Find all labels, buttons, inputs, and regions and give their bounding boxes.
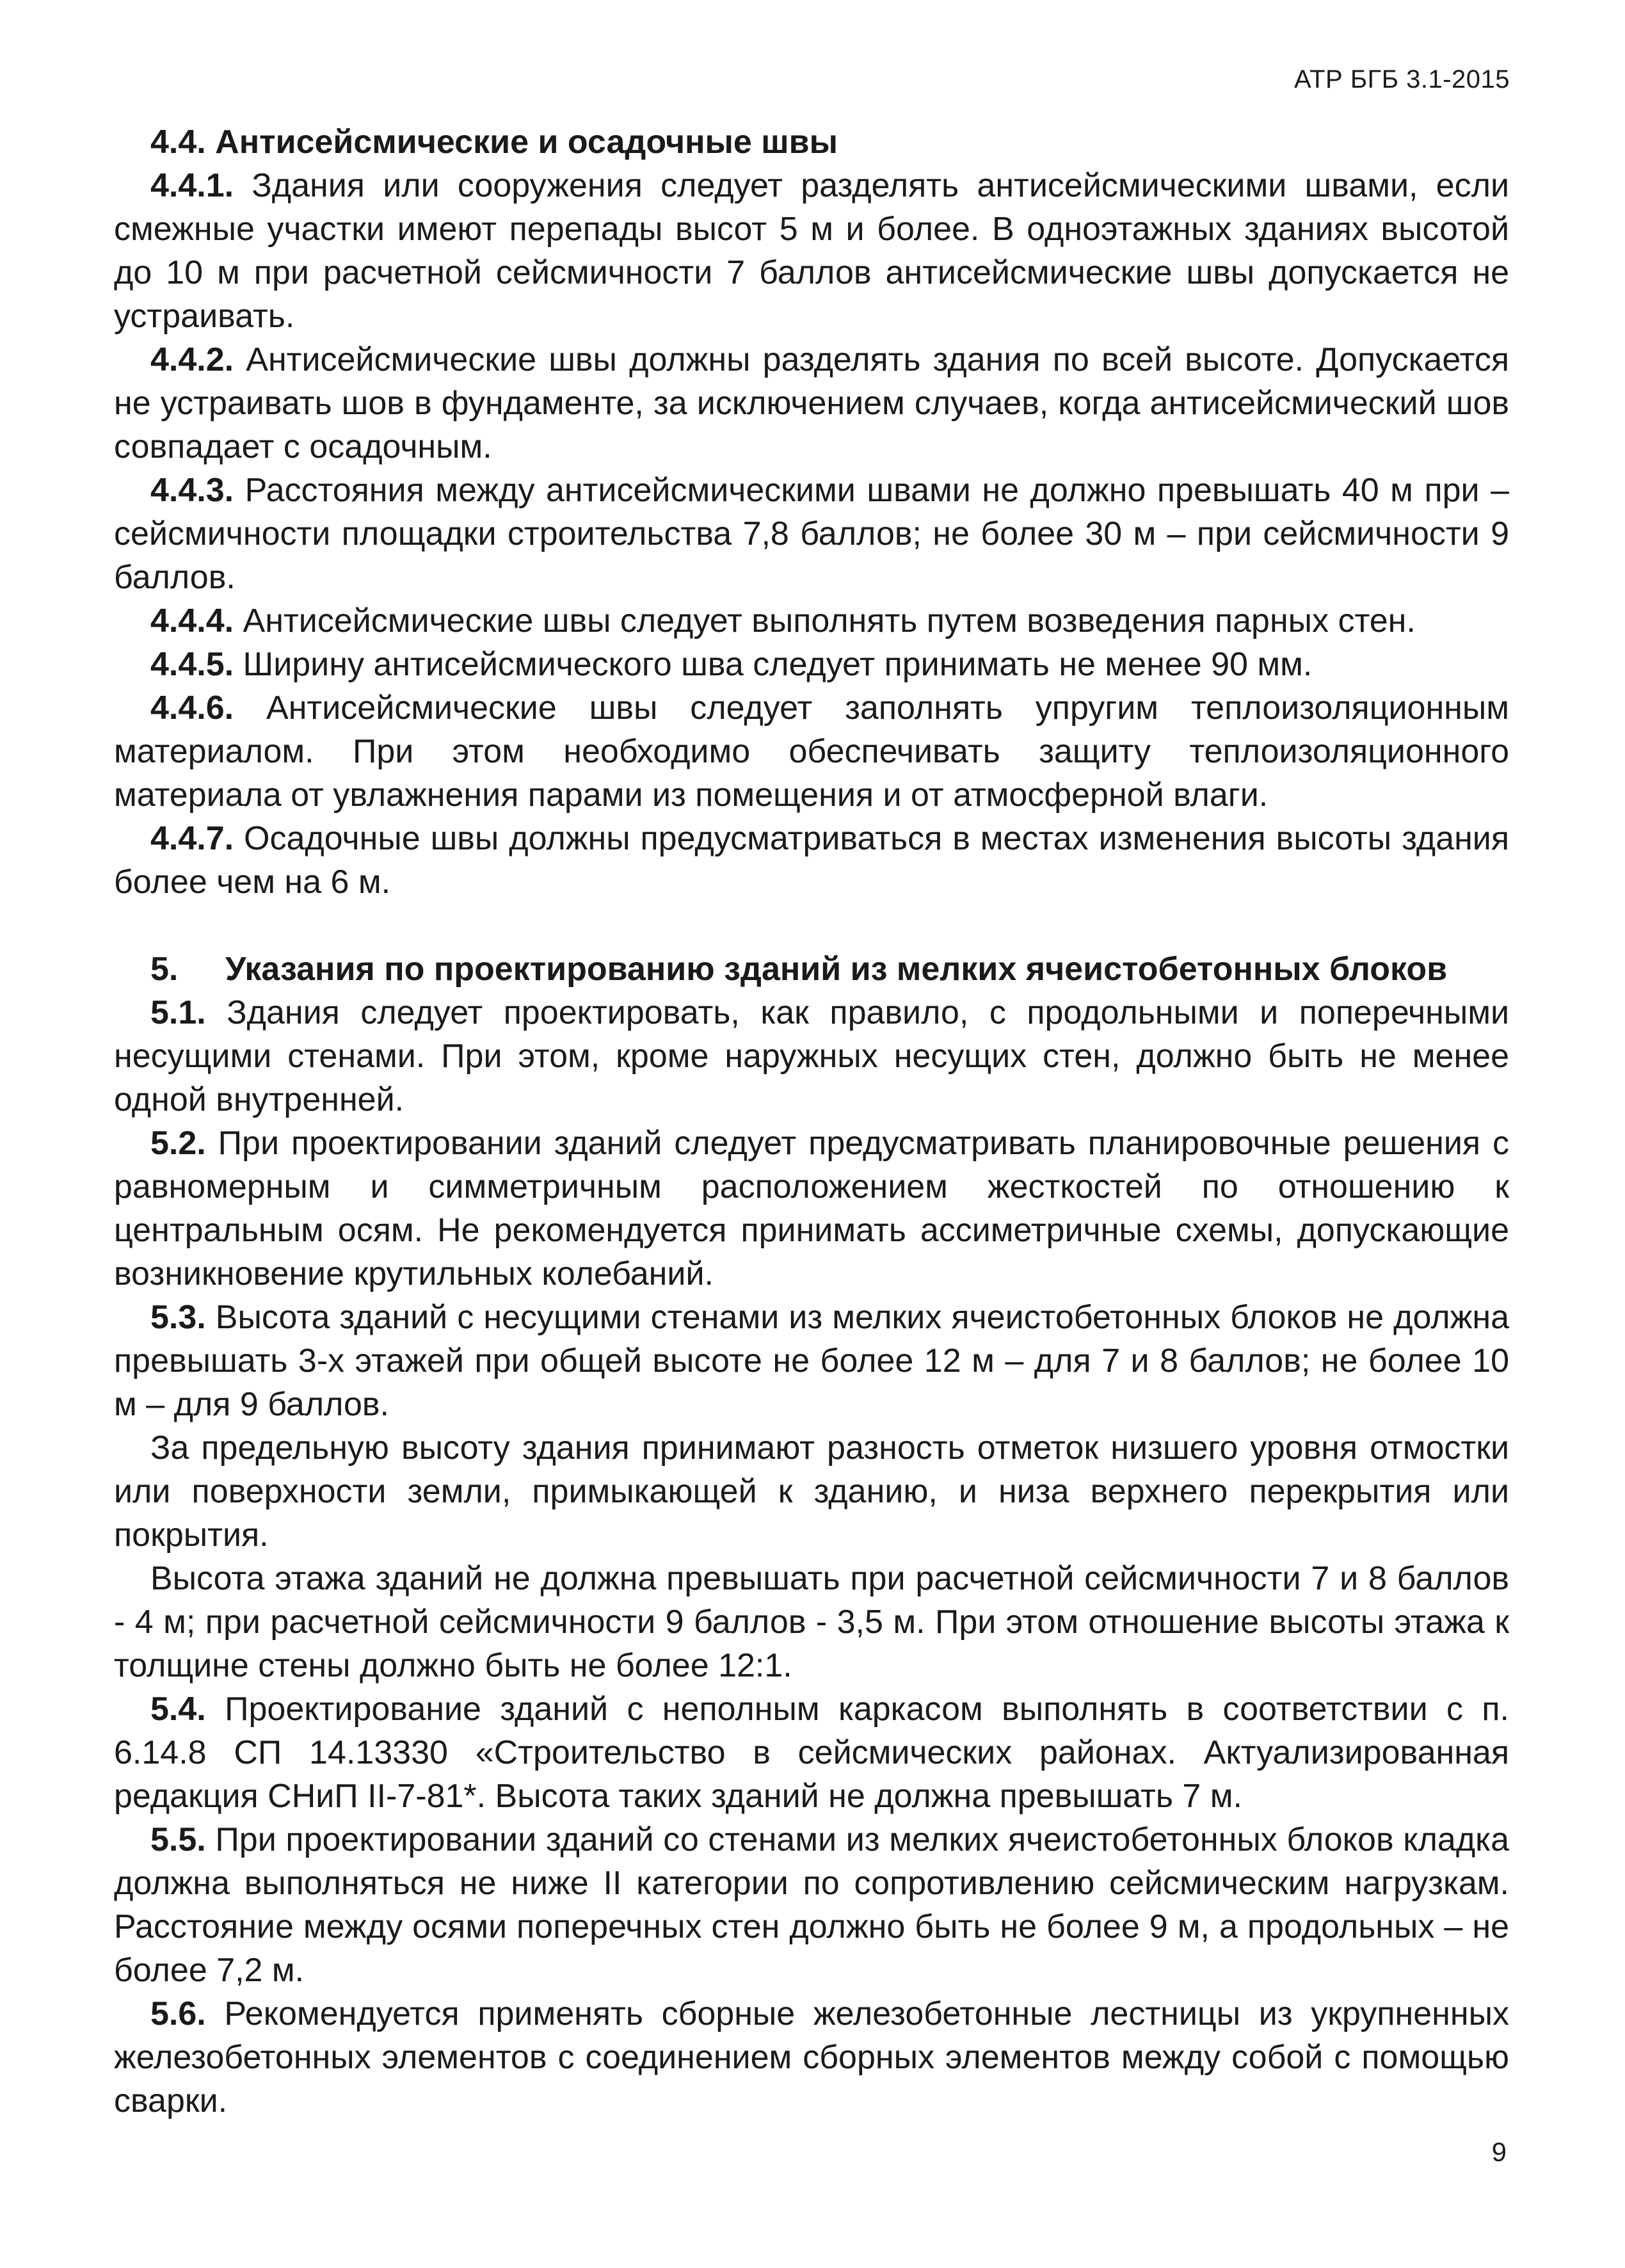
- paragraph-5-2: [114, 1122, 1509, 1296]
- section-5-heading: [114, 947, 1509, 991]
- item-number: 5.2.: [150, 1125, 206, 1162]
- paragraph-5-6: [114, 1992, 1509, 2123]
- paragraph-text: Осадочные швы должны предусматриваться в местах изменения высоты здания более чем на 6 м.: [114, 820, 1509, 901]
- document-code-header: АТР БГБ 3.1-2015: [1294, 65, 1510, 93]
- paragraph-text: Ширину антисейсмического шва следует принимать не менее 90 мм.: [234, 646, 1313, 683]
- paragraph-text: Рекомендуется применять сборные железобетонные лестницы из укрупненных железобетонных элементов с соединением сборных элементов между собой с помощью сварки.: [114, 1995, 1509, 2119]
- paragraph-4-4-5: [114, 643, 1509, 686]
- paragraph-text: Расстояния между антисейсмическими швами не должно превышать 40 м при – сейсмичности площадки строительства 7,8 баллов; не более 30 м – при сейсмичности 9 баллов.: [114, 472, 1509, 596]
- item-number: 4.4.3.: [150, 472, 234, 509]
- item-number: 4.4.1.: [150, 167, 234, 204]
- section-4-4-heading: 4.4. Антисейсмические и осадочные швы: [150, 124, 838, 161]
- item-number: 5.6.: [150, 1995, 206, 2032]
- paragraph-4-4-3: [114, 469, 1509, 599]
- section-number: 5.: [150, 951, 179, 988]
- paragraph-4-4-4: [114, 599, 1509, 643]
- paragraph-text: Проектирование зданий с неполным каркасом выполнять в соответствии с п. 6.14.8 СП 14.13330 «Строительство в сейсмических районах. Актуализированная редакция СНиП II-7-81*. Высота таких зданий не должна превышать 7 м.: [114, 1691, 1509, 1815]
- item-number: 4.4.7.: [150, 820, 234, 857]
- paragraph-4-4-1: [114, 164, 1509, 338]
- paragraph-4-4-7: [114, 817, 1509, 904]
- paragraph-text: При проектировании зданий со стенами из мелких ячеистобетонных блоков кладка должна выполняться не ниже II категории по сопротивлению сейсмическим нагрузкам. Расстояние между осями поперечных стен должно быть не более 9 м, а продольных – не более 7,2 м.: [114, 1821, 1509, 1989]
- paragraph-5-3: [114, 1296, 1509, 1426]
- item-number: 4.4.5.: [150, 646, 234, 683]
- paragraph-text: Высота зданий с несущими стенами из мелких ячеистобетонных блоков не должна превышать 3-х этажей при общей высоте не более 12 м – для 7 и 8 баллов; не более 10 м – для 9 баллов.: [114, 1299, 1509, 1423]
- paragraph-text: Антисейсмические швы следует выполнять путем возведения парных стен.: [234, 602, 1416, 639]
- paragraph-text: Здания или сооружения следует разделять антисейсмическими швами, если смежные участки имеют перепады высот 5 м и более. В одноэтажных зданиях высотой до 10 м при расчетной сейсмичности 7 баллов антисейсмические швы допускается не устраивать.: [114, 167, 1509, 335]
- paragraph-4-4-2: [114, 338, 1509, 469]
- paragraph-5-3-floor-height: Высота этажа зданий не должна превышать при расчетной сейсмичности 7 и 8 баллов - 4 м; при расчетной сейсмичности 9 баллов - 3,5 м. При этом отношение высоты этажа к толщине стены должно быть не более 12:1.: [114, 1560, 1509, 1684]
- item-number: 4.4.6.: [150, 689, 234, 727]
- paragraph-5-3-limit-height: За предельную высоту здания принимают разность отметок низшего уровня отмостки или поверхности земли, примыкающей к зданию, и низа верхнего перекрытия или покрытия.: [114, 1429, 1509, 1554]
- item-number: 5.1.: [150, 994, 206, 1031]
- item-number: 5.4.: [150, 1691, 206, 1728]
- section-title: Указания по проектированию зданий из мелких ячеистобетонных блоков: [225, 951, 1448, 988]
- page-content: [114, 120, 1509, 2123]
- paragraph-text: Здания следует проектировать, как правило, с продольными и поперечными несущими стенами. При этом, кроме наружных несущих стен, должно быть не менее одной внутренней.: [114, 994, 1509, 1118]
- item-number: 5.3.: [150, 1299, 206, 1336]
- paragraph-text: Антисейсмические швы должны разделять здания по всей высоте. Допускается не устраивать шов в фундаменте, за исключением случаев, когда антисейсмический шов совпадает с осадочным.: [114, 341, 1509, 465]
- item-number: 5.5.: [150, 1821, 206, 1858]
- paragraph-text: Антисейсмические швы следует заполнять упругим теплоизоляционным материалом. При этом необходимо обеспечивать защиту теплоизоляционного материала от увлажнения парами из помещения и от атмосферной влаги.: [114, 689, 1509, 814]
- paragraph-4-4-6: [114, 686, 1509, 817]
- paragraph-5-4: [114, 1687, 1509, 1818]
- paragraph-5-1: [114, 991, 1509, 1122]
- page-number: 9: [1491, 2137, 1507, 2167]
- item-number: 4.4.2.: [150, 341, 234, 378]
- item-number: 4.4.4.: [150, 602, 234, 639]
- paragraph-text: При проектировании зданий следует предусматривать планировочные решения с равномерным и симметричным расположением жесткостей по отношению к центральным осям. Не рекомендуется принимать ассиметричные схемы, допускающие возникновение крутильных колебаний.: [114, 1125, 1509, 1292]
- paragraph-5-5: [114, 1818, 1509, 1992]
